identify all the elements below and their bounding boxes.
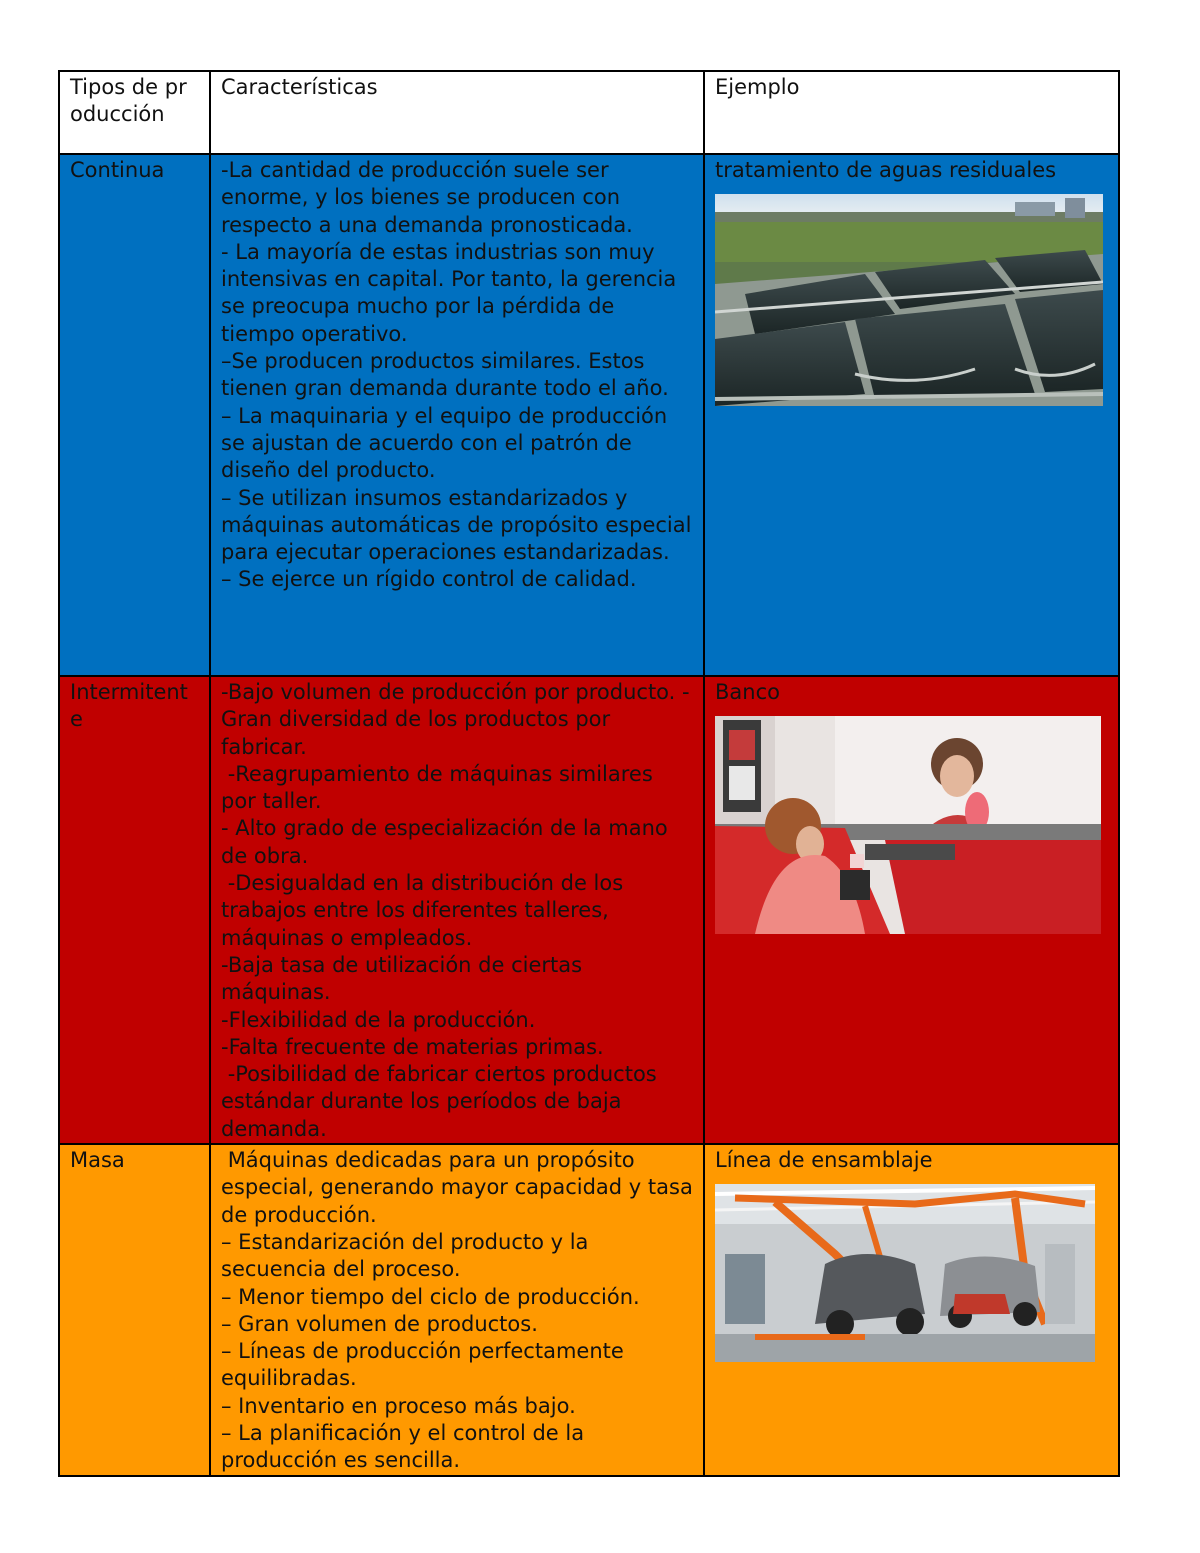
caracteristica-item: -Desigualdad en la distribución de los trabajos entre los diferentes talleres, máquinas o empleados. (221, 871, 630, 950)
table-row-intermitente (59, 676, 1119, 1144)
header-caracteristicas: Características (210, 71, 704, 154)
caracteristicas-cell (210, 1144, 704, 1476)
caracteristica-item: -Falta frecuente de materias primas. (221, 1034, 604, 1059)
ejemplo-cell (704, 1144, 1119, 1476)
caracteristica-item: -Bajo volumen de producción por producto. -Gran diversidad de los productos por fabricar. (221, 680, 690, 759)
ejemplo-label: Línea de ensamblaje (715, 1148, 933, 1173)
caracteristica-item: -Reagrupamiento de máquinas similares por taller. (221, 761, 660, 814)
ejemplo-label: Banco (715, 680, 780, 704)
caracteristica-item: – Estandarización del producto y la secuencia del proceso. (221, 1229, 596, 1282)
caracteristica-item: Máquinas dedicadas para un propósito especial, generando mayor capacidad y tasa de producción. (221, 1148, 700, 1227)
caracteristica-item: -Posibilidad de fabricar ciertos productos estándar durante los períodos de baja demanda. (221, 1062, 664, 1141)
caracteristica-item: – Gran volumen de productos. (221, 1311, 538, 1336)
tipo-cell: Continua (59, 154, 210, 676)
ejemplo-cell (704, 676, 1119, 1144)
assembly-line-photo (715, 1184, 1095, 1362)
ejemplo-label: tratamiento de aguas residuales (715, 158, 1057, 182)
table-row-masa (59, 1144, 1119, 1476)
caracteristica-item: – Inventario en proceso más bajo. (221, 1393, 576, 1418)
caracteristica-item: – La maquinaria y el equipo de producción se ajustan de acuerdo con el patrón de diseño del producto. (221, 403, 674, 483)
tipo-cell: Intermitente (59, 676, 210, 1144)
caracteristicas-cell (210, 676, 704, 1144)
caracteristica-item: – La planificación y el control de la producción es sencilla. (221, 1421, 591, 1473)
caracteristica-item: – Líneas de producción perfectamente equilibradas. (221, 1339, 631, 1391)
production-types-table (58, 70, 1120, 1477)
table-header-row (59, 71, 1119, 154)
caracteristica-item: -La cantidad de producción suele ser enorme, y los bienes se producen con respecto a una demanda pronosticada. (221, 158, 633, 237)
caracteristica-item: – Se ejerce un rígido control de calidad. (221, 567, 637, 592)
caracteristica-item: – Se utilizan insumos estandarizados y máquinas automáticas de propósito especial para ejecutar operaciones estandarizadas. (221, 485, 699, 565)
header-ejemplo: Ejemplo (704, 71, 1119, 154)
tipo-cell: Masa (59, 1144, 210, 1476)
caracteristica-item: – Menor tiempo del ciclo de producción. (221, 1284, 640, 1309)
header-tipos: Tipos de producción (59, 71, 210, 154)
table-row-continua (59, 154, 1119, 676)
caracteristica-item: - Alto grado de especialización de la mano de obra. (221, 816, 675, 868)
caracteristica-item: -Flexibilidad de la producción. (221, 1007, 536, 1032)
caracteristica-item: –Se producen productos similares. Estos tienen gran demanda durante todo el año. (221, 349, 669, 401)
ejemplo-cell (704, 154, 1119, 676)
wastewater-treatment-photo (715, 194, 1103, 406)
caracteristicas-cell (210, 154, 704, 676)
caracteristica-item: -Baja tasa de utilización de ciertas máquinas. (221, 952, 589, 1005)
caracteristica-item: - La mayoría de estas industrias son muy intensivas en capital. Por tanto, la gerencia se preocupa mucho por la pérdida de tiempo operativo. (221, 239, 683, 346)
bank-teller-photo (715, 716, 1101, 934)
